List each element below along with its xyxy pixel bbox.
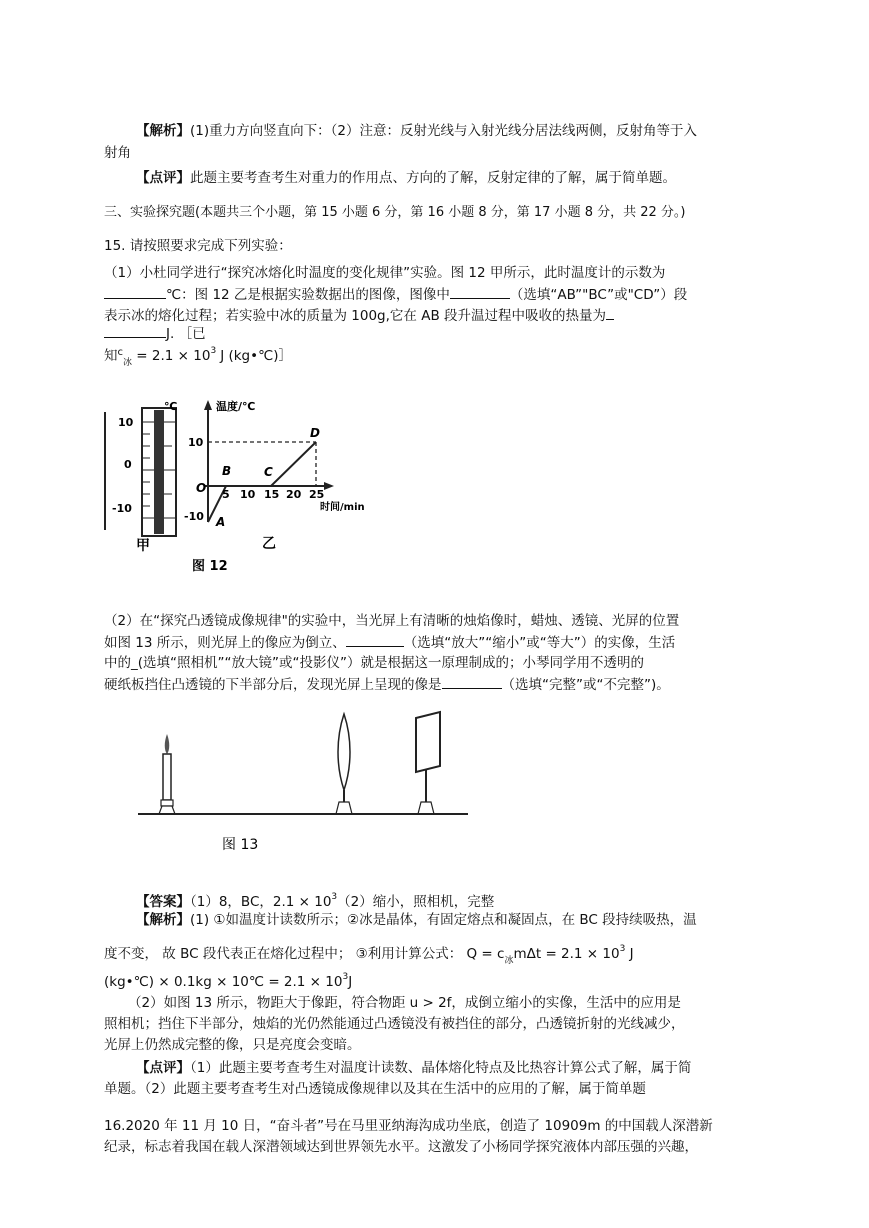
answer-blank (450, 284, 510, 299)
x-tick: 10 (240, 488, 256, 501)
comment-tag: 【点评】 (136, 170, 190, 186)
analysis-text: J (348, 974, 353, 990)
answer-blank (442, 674, 502, 689)
figure-12 (104, 398, 394, 578)
analysis-text: (1)重力方向竖直向下：（2）注意：反射光线与入射光线分居法线两侧，反射角等于入 (190, 123, 697, 139)
q15-p1-text: J (kg•℃)］ (220, 348, 293, 364)
q15-p2-text: （选填“完整”或“不完整”)。 (501, 677, 670, 693)
origin-label: O (196, 481, 207, 495)
subscript-ice: 冰 (504, 956, 514, 966)
analysis-text: (kg•℃) × 0.1kg × 10℃ = 2.1 × 10 (104, 974, 343, 990)
analysis-tag: 【解析】 (136, 123, 190, 139)
q16-line2: 纪录，标志着我国在载人深潜领域达到世界领先水平。这激发了小杨同学探究液体内部压强的兴趣， (104, 1139, 698, 1155)
q15-p1-text: 知 (104, 348, 118, 364)
analysis-text: J (625, 946, 634, 962)
x-tick: 15 (264, 488, 280, 501)
answer-text: （2）缩小，照相机，完整 (337, 894, 495, 910)
question-15-intro: 15. 请按照要求完成下列实验： (104, 238, 292, 254)
figure-12-caption: 图 12 (192, 559, 228, 574)
analysis-text: (1) ①如温度计读数所示；②冰是晶体，有固定熔点和凝固点，在 BC 段持续吸热，温 (190, 912, 697, 928)
analysis2-line3 (104, 967, 352, 992)
q15-p1-text: 表示冰的熔化过程；若实验中冰的质量为 100g,它在 AB 段升温过程中吸收的热量为 (104, 308, 606, 324)
graph-label: 乙 (262, 536, 276, 552)
q15-p1-line1: （1）小杜同学进行“探究冰熔化时温度的变化规律”实验。图 12 甲所示，此时温度计的示数为 (104, 265, 666, 281)
q15-p2-line3: 中的_(选填“照相机”“放大镜”或“投影仪”）就是根据这一原理制成的；小琴同学用不透明的 (104, 655, 644, 671)
answer-blank (346, 632, 404, 647)
q15-p2-line2 (104, 632, 675, 653)
analysis-line-1-cont: 射角 (104, 145, 131, 161)
x-tick: 25 (309, 488, 325, 501)
x-tick: 20 (286, 488, 302, 501)
c-symbol: c (117, 347, 123, 358)
thermometer (105, 400, 177, 554)
answer-blank (104, 323, 166, 338)
comment-line-1 (136, 168, 676, 188)
comment-text: （1）此题主要考查考生对温度计读数、晶体熔化特点及比热容计算公式了解，属于简 (190, 1060, 692, 1076)
thermo-tick: 10 (118, 416, 134, 429)
q15-p2-line1: （2）在“探究凸透镜成像规律"的实验中，当光屏上有清晰的烛焰像时，蜡烛、透镜、光屏的位置 (104, 613, 680, 629)
comment-text: 此题主要考查考生对重力的作用点、方向的了解，反射定律的了解，属于简单题。 (190, 170, 676, 186)
x-tick: 5 (222, 488, 230, 501)
q15-p1-line5 (104, 341, 292, 373)
analysis-text: 度不变， 故 BC 段代表正在熔化过程中； ③利用计算公式： Q = c (104, 946, 505, 962)
analysis2-line4: （2）如图 13 所示，物距大于像距，符合物距 u > 2f，成倒立缩小的实像，生活中的应用是 (128, 995, 681, 1011)
thermo-label: 甲 (136, 538, 150, 554)
x-axis-label: 时间/min (320, 502, 365, 513)
answer-line (136, 887, 494, 912)
q15-p1-text: （选填“AB”"BC”或"CD”）段 (509, 287, 688, 303)
answer-blank (606, 305, 614, 320)
answer-blank (104, 284, 166, 299)
q15-p2-line4 (104, 674, 670, 695)
thermo-unit: ℃ (164, 400, 178, 413)
answer-tag: 【答案】 (136, 894, 190, 910)
q15-p1-text: = 2.1 × 10 (132, 348, 211, 364)
point-label-c: C (264, 465, 273, 479)
analysis-tag: 【解析】 (136, 912, 190, 928)
point-label-a: A (216, 515, 226, 529)
point-label-d: D (310, 426, 320, 440)
comment-tag: 【点评】 (136, 1060, 190, 1076)
point-label-b: B (222, 464, 232, 478)
subscript-ice: 冰 (123, 358, 133, 368)
comment2-line1 (136, 1058, 691, 1078)
convex-lens (336, 714, 352, 814)
analysis-line-1 (136, 121, 697, 141)
superscript: 3 (331, 892, 338, 902)
figure-13-caption: 图 13 (222, 837, 259, 853)
section-heading: 三、实验探究题(本题共三个小题，第 15 小题 6 分，第 16 小题 8 分，第 17 小题 8 分，共 22 分。) (104, 205, 686, 220)
thermo-tick: -10 (112, 502, 132, 515)
candle (159, 734, 175, 814)
y-axis-label: 温度/℃ (216, 400, 256, 413)
y-tick: -10 (184, 510, 204, 523)
superscript: 3 (619, 944, 626, 954)
figure-13 (134, 708, 474, 858)
q15-p2-text: （选填“放大”“缩小”或“等大”）的实像，生活 (403, 635, 676, 651)
q16-line1: 16.2020 年 11 月 10 日，“奋斗者”号在马里亚纳海沟成功坐底，创造了 10909m 的中国载人深潜新 (104, 1118, 713, 1134)
superscript: 3 (342, 972, 349, 982)
analysis-text: mΔt = 2.1 × 10 (513, 946, 620, 962)
analysis2-line6: 光屏上仍然成完整的像，只是亮度会变暗。 (104, 1037, 361, 1053)
analysis2-line1 (136, 910, 697, 930)
temperature-time-graph (184, 399, 365, 552)
q15-p2-text: 如图 13 所示，则光屏上的像应为倒立、 (104, 635, 346, 651)
comment2-line2: 单题。（2）此题主要考查考生对凸透镜成像规律以及其在生活中的应用的了解，属于简单题 (104, 1081, 646, 1097)
q15-p1-line2 (104, 284, 687, 305)
q15-p1-text: ℃：图 12 乙是根据实验数据出的图像，图像中 (166, 287, 450, 303)
analysis2-line5: 照相机；挡住下半部分，烛焰的光仍然能通过凸透镜没有被挡住的部分，凸透镜折射的光线减少， (104, 1016, 685, 1032)
light-screen (416, 712, 440, 814)
answer-text: （1）8，BC，2.1 × 10 (190, 894, 332, 910)
thermo-tick: 0 (124, 458, 132, 471)
y-tick: 10 (188, 436, 204, 449)
q15-p2-text: 硬纸板挡住凸透镜的下半部分后，发现光屏上呈现的像是 (104, 677, 442, 693)
superscript: 3 (210, 346, 217, 356)
q15-p1-text: J. ［已 (166, 326, 206, 342)
